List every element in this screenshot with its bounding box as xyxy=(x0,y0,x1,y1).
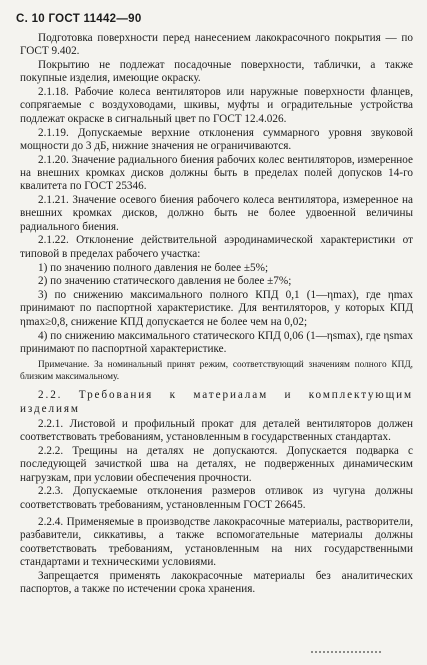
document-body xyxy=(20,32,413,596)
paragraph-2-2-1: 2.2.1. Листовой и профильный прокат для деталей вентиляторов должен соответствовать требованиям, установленным в государственных стандартах. xyxy=(20,417,413,444)
list-item-4: 4) по снижению максимального статического КПД 0,06 (1—ηsmax), где ηsmax принимают по паспортной характеристике. xyxy=(20,329,413,355)
note: Примечание. За номинальный принят режим, соответствующий значениям полного КПД, близким максимальному. xyxy=(20,360,413,382)
paragraph: Запрещается применять лакокрасочные материалы без аналитических паспортов, а также по истечении срока хранения. xyxy=(20,569,413,595)
list-item-2: 2) по значению статического давления не более ±7%; xyxy=(38,275,292,288)
paragraph-2-1-22: 2.1.22. Отклонение действительной аэродинамической характеристики от типовой в пределах рабочего участка: xyxy=(20,234,413,260)
paragraph-2-2-2: 2.2.2. Трещины на деталях не допускаются. Допускается подварка с последующей зачисткой шва на деталях, не подверженных динамическим нагрузкам, при условии обеспечения прочности. xyxy=(20,445,413,484)
paragraph-2-1-20: 2.1.20. Значение радиального биения рабочих колес вентиляторов, измеренное на внешних кромках дисков должны быть в пределах полей допусков 14-го квалитета по ГОСТ 25346. xyxy=(20,153,413,193)
page-header: С. 10 ГОСТ 11442—90 xyxy=(16,13,142,25)
paragraph: Подготовка поверхности перед нанесением лакокрасочного покрытия — по ГОСТ 9.402. xyxy=(20,32,413,58)
paragraph-2-2-3: 2.2.3. Допускаемые отклонения размеров отливок из чугуна должны соответствовать требованиям, установленным ГОСТ 26645. xyxy=(20,485,413,511)
paragraph-2-2-4: 2.2.4. Применяемые в производстве лакокрасочные материалы, растворители, разбавители, сиккативы, а также вспомогательные материалы должны соответствовать требованиям, установленным на них государственными стандартами и техническими условиями. xyxy=(20,515,413,568)
list-item-3: 3) по снижению максимального полного КПД 0,1 (1—ηmax), где ηmax принимают по паспортной характеристике. Для вентиляторов, у которых КПД ηmax≥0,8, снижение КПД допускается не более чем на 0,02; xyxy=(20,289,413,328)
section-title: 2.2. Требования к материалам и комплектующим изделиям xyxy=(20,389,413,415)
paragraph-2-1-18: 2.1.18. Рабочие колеса вентиляторов или наружные поверхности фланцев, сопрягаемые с воздуховодами, шкивы, муфты и оградительные устройства подлежат окраске в сигнальный цвет по ГОСТ 12.4.026. xyxy=(20,86,413,125)
list-item-1: 1) по значению полного давления не более ±5%; xyxy=(38,261,269,274)
paragraph-2-1-21: 2.1.21. Значение осевого биения рабочего колеса вентилятора, измеренное на внешних кромках дисков, должно быть не более удвоенной величины радиального биения. xyxy=(20,194,413,233)
paragraph: Покрытию не подлежат посадочные поверхности, таблички, а также покупные изделия, имеющие окраску. xyxy=(20,59,413,85)
page-footer-mark xyxy=(311,651,381,655)
paragraph-2-1-19: 2.1.19. Допускаемые верхние отклонения суммарного уровня звуковой мощности до 3 дБ, нижние значения не ограничиваются. xyxy=(20,126,413,152)
